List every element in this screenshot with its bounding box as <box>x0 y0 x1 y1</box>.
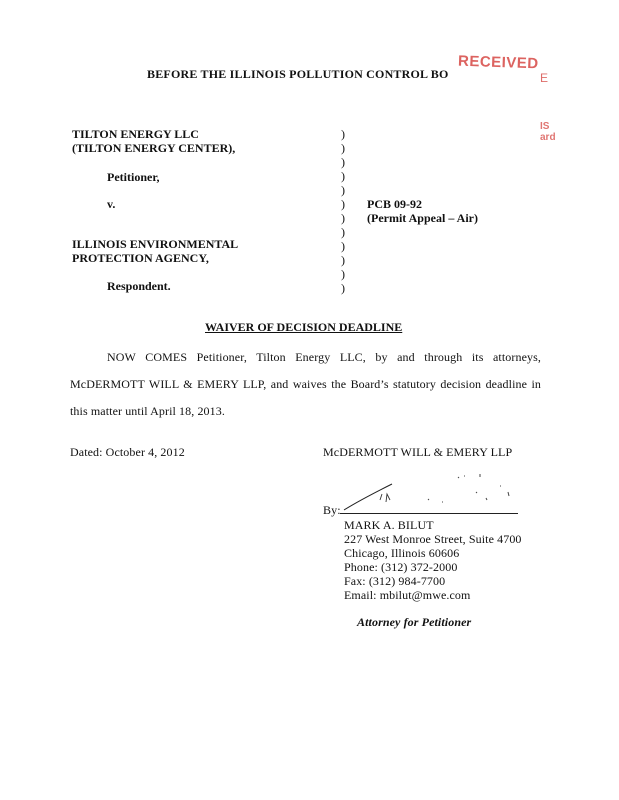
signature-line <box>340 513 518 514</box>
versus-label: v. <box>107 197 116 211</box>
caption-paren: ) <box>341 183 345 197</box>
caption-paren: ) <box>341 169 345 183</box>
caption-paren: ) <box>341 141 345 155</box>
attorney-role: Attorney for Petitioner <box>357 615 472 629</box>
caption-paren: ) <box>341 239 345 253</box>
caption-paren: ) <box>341 225 345 239</box>
received-stamp-sub: E <box>540 71 549 85</box>
email-line: Email: mbilut@mwe.com <box>344 588 471 602</box>
by-label: By: <box>323 503 341 517</box>
caption-paren: ) <box>341 267 345 281</box>
court-heading: BEFORE THE ILLINOIS POLLUTION CONTROL BO <box>147 67 449 81</box>
dated-line: Dated: October 4, 2012 <box>70 445 185 459</box>
handwritten-signature <box>340 470 530 515</box>
petitioner-name-line-1: TILTON ENERGY LLC <box>72 127 199 141</box>
stamp-side-line-2: ard <box>540 132 556 143</box>
stamp-side-line-1: IS <box>540 121 550 132</box>
case-type: (Permit Appeal – Air) <box>367 211 478 225</box>
received-stamp: RECEIVED <box>457 52 539 73</box>
caption-paren: ) <box>341 281 345 295</box>
caption-paren: ) <box>341 127 345 141</box>
caption-paren: ) <box>341 211 345 225</box>
signer-name: MARK A. BILUT <box>344 518 434 532</box>
body-line-3: this matter until April 18, 2013. <box>70 404 225 418</box>
caption-paren: ) <box>341 253 345 267</box>
document-heading: WAIVER OF DECISION DEADLINE <box>205 320 403 334</box>
body-line-2: McDERMOTT WILL & EMERY LLP, and waives the Board’s statutory decision deadline in <box>70 377 541 391</box>
caption-paren: ) <box>341 197 345 211</box>
petitioner-label: Petitioner, <box>107 170 160 184</box>
firm-name: McDERMOTT WILL & EMERY LLP <box>323 445 513 459</box>
address-line-2: Chicago, Illinois 60606 <box>344 546 460 560</box>
address-line-1: 227 West Monroe Street, Suite 4700 <box>344 532 522 546</box>
caption-paren: ) <box>341 155 345 169</box>
respondent-label: Respondent. <box>107 279 171 293</box>
respondent-name-line-2: PROTECTION AGENCY, <box>72 251 209 265</box>
phone-line: Phone: (312) 372-2000 <box>344 560 458 574</box>
fax-line: Fax: (312) 984-7700 <box>344 574 446 588</box>
received-stamp-side <box>540 121 556 143</box>
body-line-1: NOW COMES Petitioner, Tilton Energy LLC, by and through its attorneys, <box>107 350 541 364</box>
case-number: PCB 09-92 <box>367 197 422 211</box>
respondent-name-line-1: ILLINOIS ENVIRONMENTAL <box>72 237 239 251</box>
petitioner-name-line-2: (TILTON ENERGY CENTER), <box>72 141 236 155</box>
